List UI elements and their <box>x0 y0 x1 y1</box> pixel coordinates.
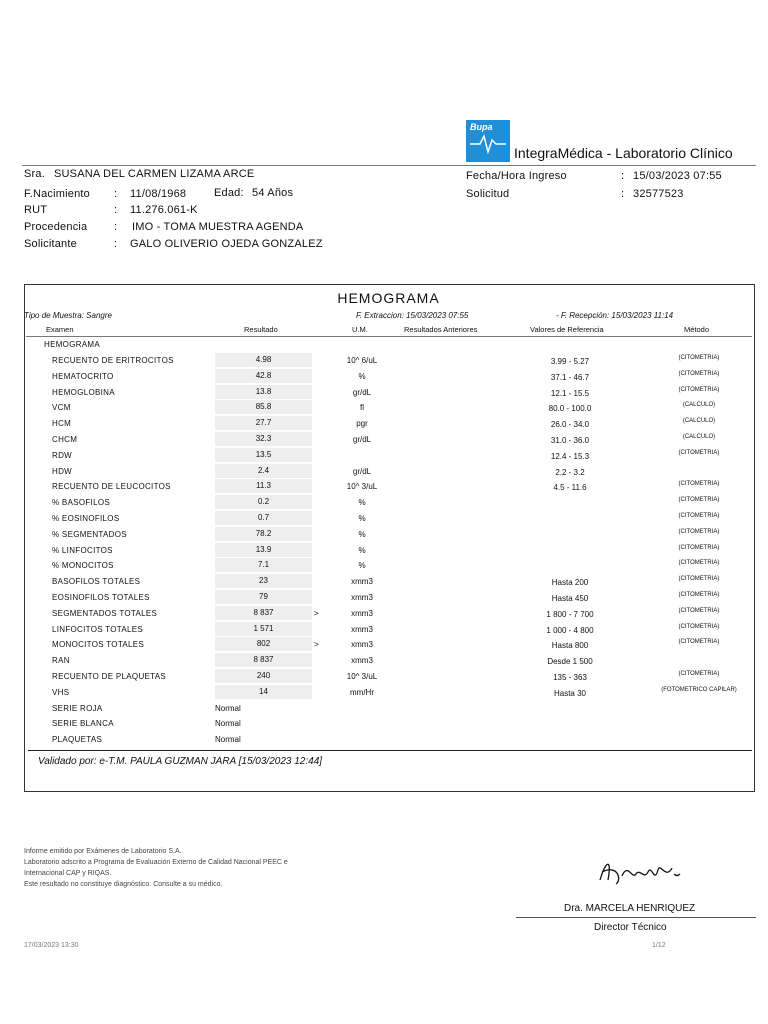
result-value: 32.3 <box>215 432 312 446</box>
exam-name: % EOSINOFILOS <box>52 514 120 523</box>
age-value: 54 Años <box>252 187 294 199</box>
method: (CITOMETRIA) <box>678 592 720 598</box>
print-date: 17/03/2023 13:30 <box>24 942 79 949</box>
section-label: HEMOGRAMA <box>44 340 101 349</box>
result-flag: > <box>314 640 319 649</box>
reference-range: Hasta 200 <box>551 578 589 587</box>
exam-name: % BASOFILOS <box>52 498 110 507</box>
exam-name: HDW <box>52 467 73 476</box>
method: (CITOMETRIA) <box>678 371 720 377</box>
unit: 10^ 3/uL <box>346 482 378 491</box>
extraction-date: F. Extraccion: 15/03/2023 07:55 <box>356 311 469 320</box>
unit: % <box>358 514 366 523</box>
exam-name: SEGMENTADOS TOTALES <box>52 609 158 618</box>
unit: % <box>358 546 366 555</box>
rut-value: 11.276.061-K <box>130 204 198 216</box>
salutation: Sra. <box>24 168 45 180</box>
method: (CITOMETRIA) <box>678 450 720 456</box>
exam-name: RECUENTO DE ERITROCITOS <box>52 356 174 365</box>
footer-line: Internacional CAP y RIQAS. <box>24 870 112 877</box>
unit: xmm3 <box>351 609 373 618</box>
unit: gr/dL <box>352 388 372 397</box>
signature <box>588 850 688 896</box>
result-value: 8 837 <box>215 653 312 667</box>
reference-range: 1 000 - 4 800 <box>546 626 594 635</box>
logo-text: Bupa <box>470 122 493 132</box>
exam-name: RDW <box>52 451 73 460</box>
method: (FOTOMETRICO CAPILAR) <box>661 687 737 693</box>
result-value: 13.5 <box>215 448 312 462</box>
result-value: 78.2 <box>215 527 312 541</box>
unit: fl <box>360 403 364 412</box>
result-value: 4.98 <box>215 353 312 367</box>
unit: xmm3 <box>351 625 373 634</box>
exam-name: % MONOCITOS <box>52 561 114 570</box>
reference-range: 2.2 - 3.2 <box>555 468 585 477</box>
unit: xmm3 <box>351 640 373 649</box>
method: (CITOMETRIA) <box>678 513 720 519</box>
header-divider <box>22 165 756 166</box>
result-flag: > <box>314 609 319 618</box>
unit: 10^ 3/uL <box>346 672 378 681</box>
origin-value: IMO - TOMA MUESTRA AGENDA <box>132 221 304 233</box>
requester-value: GALO OLIVERIO OJEDA GONZALEZ <box>130 238 323 250</box>
method: (CALCULO) <box>682 402 716 408</box>
method: (CALCULO) <box>682 434 716 440</box>
reference-range: 135 - 363 <box>553 673 587 682</box>
result-value: 85.8 <box>215 400 312 414</box>
method: (CITOMETRIA) <box>678 624 720 630</box>
colon: : <box>621 188 625 200</box>
reference-range: 3.99 - 5.27 <box>550 357 590 366</box>
series-label: SERIE ROJA <box>52 704 103 713</box>
reference-range: 80.0 - 100.0 <box>548 404 592 413</box>
unit: % <box>358 561 366 570</box>
birth-label: F.Nacimiento <box>24 188 90 200</box>
col-method: Método <box>684 325 710 334</box>
series-value: Normal <box>215 735 241 744</box>
footer-line: Este resultado no constituye diagnóstico. Consulte a su médico. <box>24 881 223 888</box>
column-header-divider <box>26 336 752 337</box>
reception-date: - F. Recepción: 15/03/2023 11:14 <box>556 311 674 320</box>
exam-name: VHS <box>52 688 70 697</box>
result-value: 0.2 <box>215 495 312 509</box>
unit: mm/Hr <box>350 688 374 697</box>
exam-name: % SEGMENTADOS <box>52 530 127 539</box>
result-value: 2.4 <box>215 464 312 478</box>
col-reference: Valores de Referencia <box>530 325 604 334</box>
entry-value: 15/03/2023 07:55 <box>633 170 722 182</box>
reference-range: 37.1 - 46.7 <box>550 373 590 382</box>
series-label: SERIE BLANCA <box>52 719 114 728</box>
doctor-title: Director Técnico <box>594 922 667 933</box>
result-value: 13.9 <box>215 543 312 557</box>
method: (CITOMETRIA) <box>678 497 720 503</box>
unit: xmm3 <box>351 593 373 602</box>
exam-name: CHCM <box>52 435 78 444</box>
reference-range: 12.4 - 15.3 <box>550 452 590 461</box>
reference-range: 12.1 - 15.5 <box>550 389 590 398</box>
method: (CITOMETRIA) <box>678 608 720 614</box>
unit: 10^ 6/uL <box>346 356 378 365</box>
colon: : <box>114 188 118 200</box>
reference-range: 1 800 - 7 700 <box>546 610 594 619</box>
rut-label: RUT <box>24 204 48 216</box>
series-value: Normal <box>215 719 241 728</box>
lab-name: IntegraMédica - Laboratorio Clínico <box>514 145 733 161</box>
method: (CITOMETRIA) <box>678 387 720 393</box>
method: (CITOMETRIA) <box>678 545 720 551</box>
colon: : <box>114 204 118 216</box>
result-value: 7.1 <box>215 558 312 572</box>
unit: % <box>358 530 366 539</box>
col-exam: Examen <box>46 325 74 334</box>
age-label: Edad: <box>214 187 244 199</box>
reference-range: Hasta 30 <box>553 689 587 698</box>
colon: : <box>621 170 625 182</box>
result-value: 240 <box>215 669 312 683</box>
method: (CITOMETRIA) <box>678 529 720 535</box>
exam-name: BASOFILOS TOTALES <box>52 577 141 586</box>
reference-range: 31.0 - 36.0 <box>550 436 590 445</box>
col-previous: Resultados Anteriores <box>404 325 478 334</box>
method: (CALCULO) <box>682 418 716 424</box>
unit: % <box>358 498 366 507</box>
exam-name: RECUENTO DE PLAQUETAS <box>52 672 167 681</box>
footer-line: Informe emitido por Exámenes de Laboratorio S.A. <box>24 848 182 855</box>
unit: xmm3 <box>351 577 373 586</box>
colon: : <box>114 238 118 250</box>
exam-name: VCM <box>52 403 71 412</box>
validated-by: Validado por: e-T.M. PAULA GUZMAN JARA [15/03/2023 12:44] <box>38 756 323 767</box>
result-value: 11.3 <box>215 479 312 493</box>
reference-range: Desde 1 500 <box>547 657 593 666</box>
result-value: 27.7 <box>215 416 312 430</box>
report-title: HEMOGRAMA <box>337 290 440 306</box>
footer-line: Laboratorio adscrito a Programa de Evaluación Externo de Calidad Nacional PEEC e <box>24 859 288 866</box>
method: (CITOMETRIA) <box>678 560 720 566</box>
reference-range: Hasta 800 <box>551 641 589 650</box>
exam-name: LINFOCITOS TOTALES <box>52 625 144 634</box>
exam-name: RECUENTO DE LEUCOCITOS <box>52 482 171 491</box>
entry-label: Fecha/Hora Ingreso <box>466 170 567 182</box>
method: (CITOMETRIA) <box>678 481 720 487</box>
request-value: 32577523 <box>633 188 684 200</box>
sample-type: Tipo de Muestra: Sangre <box>24 311 112 320</box>
exam-name: RAN <box>52 656 70 665</box>
result-value: 79 <box>215 590 312 604</box>
method: (CITOMETRIA) <box>678 355 720 361</box>
unit: pgr <box>356 419 368 428</box>
reference-range: 26.0 - 34.0 <box>550 420 590 429</box>
col-result: Resultado <box>244 325 278 334</box>
exam-name: HCM <box>52 419 72 428</box>
result-value: 14 <box>215 685 312 699</box>
unit: gr/dL <box>352 435 372 444</box>
page-number: 1/12 <box>652 942 666 949</box>
reference-range: Hasta 450 <box>551 594 589 603</box>
signature-line <box>516 917 756 918</box>
unit: xmm3 <box>351 656 373 665</box>
patient-name: SUSANA DEL CARMEN LIZAMA ARCE <box>54 168 255 180</box>
request-label: Solicitud <box>466 188 510 200</box>
series-label: PLAQUETAS <box>52 735 103 744</box>
result-value: 1 571 <box>215 622 312 636</box>
birth-date: 11/08/1968 <box>130 188 187 200</box>
method: (CITOMETRIA) <box>678 576 720 582</box>
exam-name: EOSINOFILOS TOTALES <box>52 593 150 602</box>
result-value: 8 837 <box>215 606 312 620</box>
origin-label: Procedencia <box>24 221 88 233</box>
unit: gr/dL <box>352 467 372 476</box>
colon: : <box>114 221 118 233</box>
exam-name: HEMOGLOBINA <box>52 388 115 397</box>
table-bottom-rule <box>28 750 752 751</box>
requester-label: Solicitante <box>24 238 77 250</box>
exam-name: HEMATOCRITO <box>52 372 114 381</box>
reference-range: 4.5 - 11.6 <box>553 483 587 492</box>
doctor-name: Dra. MARCELA HENRIQUEZ <box>564 903 696 914</box>
result-value: 23 <box>215 574 312 588</box>
series-value: Normal <box>215 704 241 713</box>
result-value: 802 <box>215 637 312 651</box>
result-value: 0.7 <box>215 511 312 525</box>
col-unit: U.M. <box>352 325 368 334</box>
exam-name: % LINFOCITOS <box>52 546 113 555</box>
method: (CITOMETRIA) <box>678 671 720 677</box>
result-value: 13.8 <box>215 385 312 399</box>
result-value: 42.8 <box>215 369 312 383</box>
method: (CITOMETRIA) <box>678 639 720 645</box>
exam-name: MONOCITOS TOTALES <box>52 640 145 649</box>
unit: % <box>358 372 366 381</box>
